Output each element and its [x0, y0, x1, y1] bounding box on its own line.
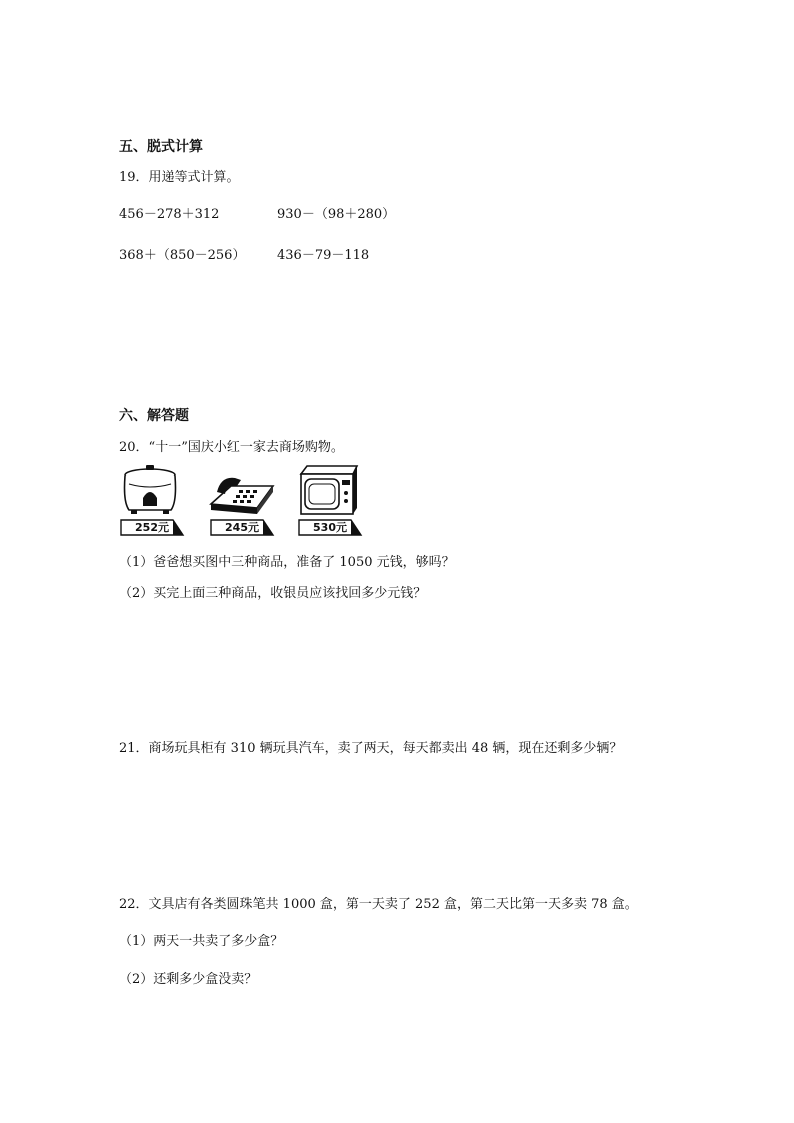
product-telephone [207, 462, 277, 540]
product-images [117, 462, 367, 540]
expression-1: 456－278＋312 [119, 207, 220, 222]
section-5-title: 五、脱式计算 [119, 139, 203, 155]
price-tag [119, 517, 185, 537]
question-19: 19．用递等式计算。 [119, 170, 240, 185]
microwave-icon [295, 462, 365, 518]
question-20: 20．“十一”国庆小红一家去商场购物。 [119, 440, 344, 455]
expression-4: 436－79－118 [277, 248, 370, 263]
question-22-part-1: （1）两天一共卖了多少盒？ [119, 934, 284, 949]
price-tag [209, 517, 275, 537]
question-20-part-1: （1）爸爸想买图中三种商品，准备了 1050 元钱，够吗？ [119, 555, 455, 570]
question-22: 22．文具店有各类圆珠笔共 1000 盒，第一天卖了 252 盒，第二天比第一天多卖 78 盒。 [119, 897, 638, 912]
telephone-icon [207, 462, 277, 518]
product-rice-cooker [117, 462, 187, 540]
price-tag [297, 517, 363, 537]
expression-3: 368＋（850－256） [119, 248, 246, 263]
section-6-title: 六、解答题 [119, 408, 189, 424]
price-label: 245元 [225, 521, 259, 534]
expression-2: 930－（98＋280） [277, 207, 396, 222]
question-21: 21．商场玩具柜有 310 辆玩具汽车，卖了两天，每天都卖出 48 辆，现在还剩多少辆？ [119, 741, 623, 756]
product-microwave [295, 462, 365, 540]
price-label: 252元 [135, 521, 169, 534]
price-label: 530元 [313, 521, 347, 534]
question-22-part-2: （2）还剩多少盒没卖？ [119, 972, 258, 987]
question-20-part-2: （2）买完上面三种商品，收银员应该找回多少元钱？ [119, 586, 427, 601]
rice-cooker-icon [117, 462, 187, 518]
